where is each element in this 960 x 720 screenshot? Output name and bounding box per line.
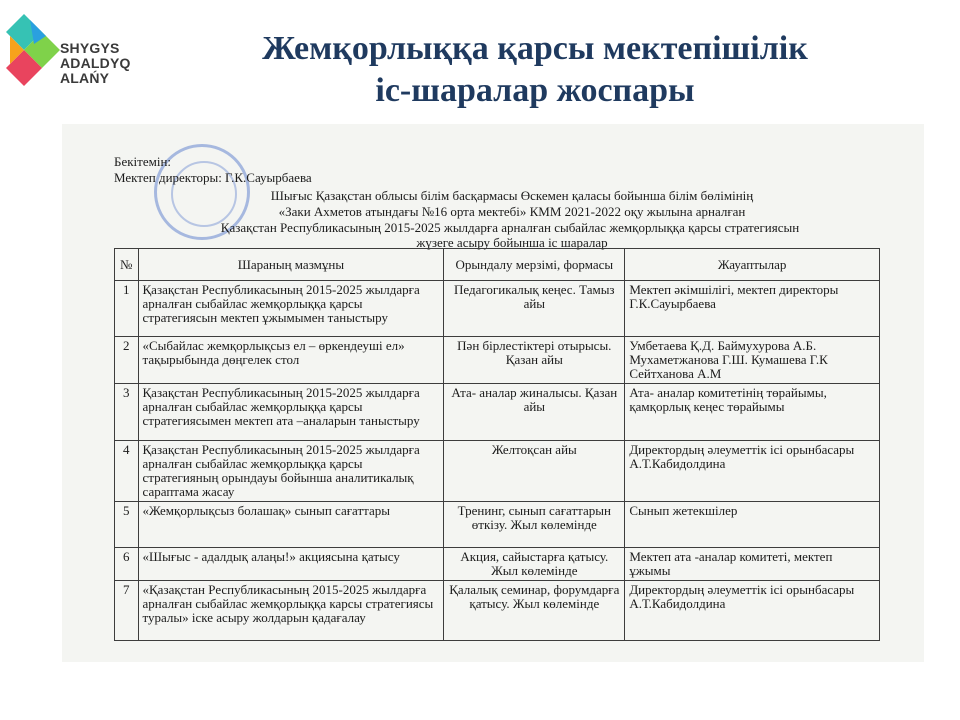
row-when: Педагогикалық кеңес. Тамыз айы xyxy=(444,281,625,337)
row-responsible: Ата- аналар комитетінің төрайымы, қамқорлық кеңес төрайымы xyxy=(625,384,880,441)
column-header-content: Шараның мазмұны xyxy=(138,249,444,281)
row-number: 4 xyxy=(115,441,139,502)
row-when: Қалалық семинар, форумдарға қатысу. Жыл көлемінде xyxy=(444,581,625,641)
title-line-2: іс-шаралар жоспары xyxy=(375,72,695,109)
row-content: «Шығыс - адалдық алаңы!» акциясына қатысу xyxy=(138,548,444,581)
header-line-1: Шығыс Қазақстан облысы білім басқармасы Өскемен қаласы бойынша білім бөлімінің xyxy=(270,188,754,203)
page-title xyxy=(190,28,880,112)
scanned-document xyxy=(62,124,924,662)
column-header-when: Орындалу мерзімі, формасы xyxy=(444,249,625,281)
header-line-2: «Заки Ахметов атындағы №16 орта мектебі» КММ 2021-2022 оқу жылына арналған xyxy=(278,204,746,219)
table-row xyxy=(115,581,880,641)
title-line-1: Жемқорлыққа қарсы мектепішілік xyxy=(262,30,808,67)
table-row xyxy=(115,281,880,337)
row-when: Акция, сайыстарға қатысу. Жыл көлемінде xyxy=(444,548,625,581)
table-row xyxy=(115,502,880,548)
table-row xyxy=(115,337,880,384)
row-responsible: Директордың әлеуметтік ісі орынбасары А.Т.Кабидолдина xyxy=(625,581,880,641)
row-number: 2 xyxy=(115,337,139,384)
row-content: Қазақстан Республикасының 2015-2025 жылдарға арналған сыбайлас жемқорлыққа қарсы стратегияның орындауы бойынша аналитикалық сараптама жасау xyxy=(138,441,444,502)
row-when: Желтоқсан айы xyxy=(444,441,625,502)
row-when: Пән бірлестіктері отырысы. Қазан айы xyxy=(444,337,625,384)
logo-text xyxy=(60,41,160,86)
row-responsible: Умбетаева Қ.Д. Баймухурова А.Б. Мухаметжанова Г.Ш. Кумашева Г.К Сейтханова А.М xyxy=(625,337,880,384)
table-row xyxy=(115,441,880,502)
logo-line-1: SHYGYS xyxy=(60,40,120,56)
row-when: Ата- аналар жиналысы. Қазан айы xyxy=(444,384,625,441)
logo-mark-icon xyxy=(6,14,62,94)
director-line: Мектеп директоры: Г.К.Сауырбаева xyxy=(114,170,312,185)
column-header-responsible: Жауаптылар xyxy=(625,249,880,281)
row-number: 3 xyxy=(115,384,139,441)
row-number: 5 xyxy=(115,502,139,548)
column-header-number: № xyxy=(115,249,139,281)
row-responsible: Директордың әлеуметтік ісі орынбасары А.Т.Кабидолдина xyxy=(625,441,880,502)
table-row xyxy=(115,548,880,581)
table-row xyxy=(115,384,880,441)
approve-label: Бекітемін: xyxy=(114,154,172,169)
row-number: 6 xyxy=(115,548,139,581)
table-header-row xyxy=(115,249,880,281)
row-content: Қазақстан Республикасының 2015-2025 жылдарға арналған сыбайлас жемқорлыққа қарсы стратегиясын мектеп ұжымымен таныстыру xyxy=(138,281,444,337)
header-line-4: жүзеге асыру бойынша іс шаралар xyxy=(416,235,608,250)
row-content: «Жемқорлықсыз болашақ» сынып сағаттары xyxy=(138,502,444,548)
row-content: Қазақстан Республикасының 2015-2025 жылдарға арналған сыбайлас жемқорлыққа қарсы стратегиясымен мектеп ата –аналарын таныстыру xyxy=(138,384,444,441)
row-number: 1 xyxy=(115,281,139,337)
row-content: «Қазақстан Республикасының 2015-2025 жылдарға арналған сыбайлас жемқорлыққа карсы стратегиясы туралы» іске асыру жолдарын қадағалау xyxy=(138,581,444,641)
row-responsible: Сынып жетекшілер xyxy=(625,502,880,548)
plan-table xyxy=(114,248,880,641)
row-content: «Сыбайлас жемқорлықсыз ел – өркендеуші ел» тақырыбында дөңгелек стол xyxy=(138,337,444,384)
row-when: Тренинг, сынып сағаттарын өткізу. Жыл көлемінде xyxy=(444,502,625,548)
logo-line-2: ADALDYQ ALAŃY xyxy=(60,55,131,86)
logo xyxy=(0,0,160,110)
row-responsible: Мектеп ата -аналар комитеті, мектеп ұжымы xyxy=(625,548,880,581)
header-line-3: Қазақстан Республикасының 2015-2025 жылдарға арналған сыбайлас жемқорлыққа қарсы стратегиясын xyxy=(220,220,800,235)
row-number: 7 xyxy=(115,581,139,641)
row-responsible: Мектеп әкімшілігі, мектеп директоры Г.К.Сауырбаева xyxy=(625,281,880,337)
